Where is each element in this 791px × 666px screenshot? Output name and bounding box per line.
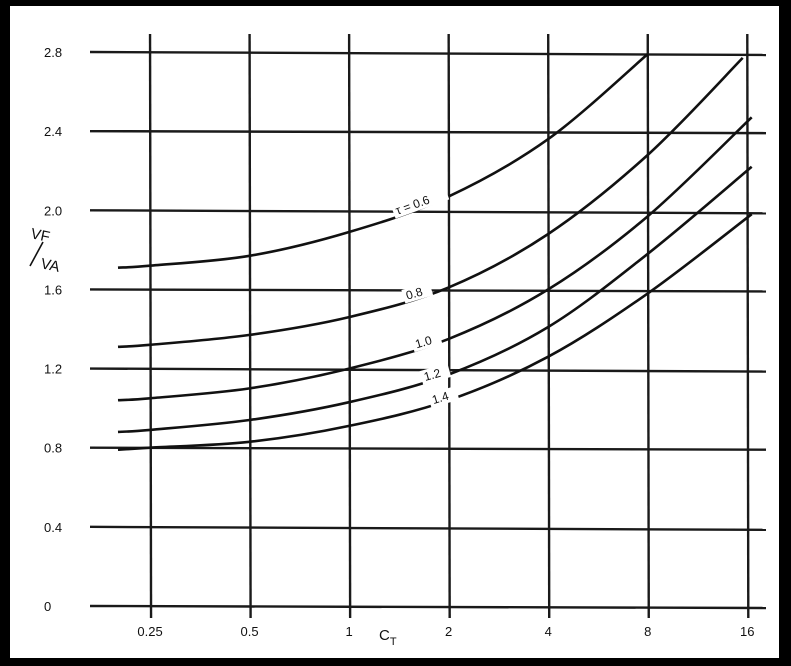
grid (90, 34, 766, 618)
series-label: τ = 0.6 (393, 192, 432, 218)
series-label-group (427, 386, 459, 408)
x-gridline (449, 34, 450, 618)
series-label-group (391, 186, 449, 218)
series-label: 1.2 (422, 365, 443, 384)
y-gridline (90, 448, 766, 450)
y-tick-label: 2.0 (44, 203, 63, 219)
y-tick-label: 1.6 (44, 282, 63, 298)
x-tick-label: 2 (445, 624, 453, 639)
series-label-group (419, 363, 451, 384)
y-tick-label: 0.8 (44, 440, 63, 456)
y-gridline (90, 52, 766, 55)
series-label: 0.8 (404, 284, 425, 303)
x-tick-label: 0.25 (137, 624, 163, 639)
series-label-group (411, 330, 443, 352)
x-gridline (150, 34, 151, 618)
y-tick-label: 2.8 (44, 45, 63, 60)
x-axis-title (379, 627, 397, 648)
chart-paper (10, 6, 779, 658)
y-axis-title-top: VF (29, 225, 52, 246)
series-label: 1.4 (430, 388, 451, 407)
y-tick-label: 0 (44, 599, 52, 614)
series-label: 1.0 (413, 333, 434, 352)
y-gridline (90, 527, 766, 530)
y-tick-label: 1.2 (44, 361, 63, 377)
x-axis-title-main: C (379, 627, 390, 644)
x-tick-label: 16 (740, 624, 755, 639)
y-gridline (90, 131, 766, 133)
y-tick-label: 2.4 (44, 124, 63, 140)
y-tick-label: 0.4 (44, 519, 63, 535)
line-chart (10, 6, 779, 658)
y-gridline (90, 606, 766, 608)
y-axis-title (29, 225, 61, 276)
series-line-1 (118, 54, 648, 268)
x-gridline (349, 34, 350, 618)
series-line-3 (118, 117, 752, 400)
y-gridline (90, 210, 766, 213)
y-axis-title-sub: VA (39, 255, 62, 276)
x-tick-label: 4 (544, 624, 552, 639)
x-tick-label: 0.5 (240, 624, 259, 639)
x-tick-label: 1 (345, 624, 353, 639)
x-tick-label: 8 (644, 624, 652, 639)
x-gridline (648, 34, 649, 618)
x-axis-title-sub: T (389, 636, 397, 648)
curves (118, 54, 752, 450)
x-gridline (250, 34, 251, 618)
